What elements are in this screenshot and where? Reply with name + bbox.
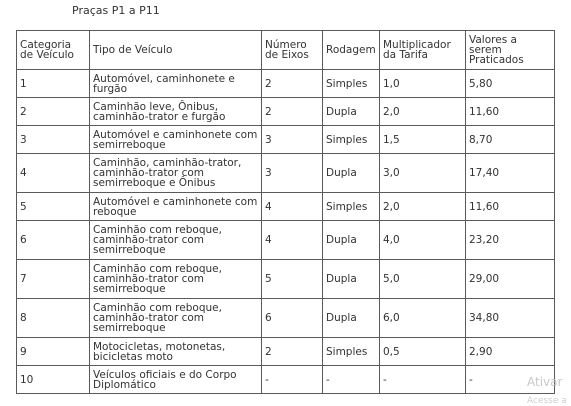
header-row [17, 31, 555, 70]
cell-eixos: 6 [262, 299, 323, 338]
table-row [17, 70, 555, 98]
cell-multiplicador: 2,0 [380, 193, 466, 221]
cell-valor: 2,90 [466, 338, 555, 366]
cell-valor: 34,80 [466, 299, 555, 338]
header-eixos: Número de Eixos [262, 31, 323, 70]
table-row [17, 193, 555, 221]
cell-categoria: 2 [17, 98, 90, 126]
cell-multiplicador: 0,5 [380, 338, 466, 366]
cell-tipo: Caminhão leve, Ônibus, caminhão-trator e furgão [90, 98, 262, 126]
table-body [17, 70, 555, 394]
table-header [17, 31, 555, 70]
cell-categoria: 1 [17, 70, 90, 98]
cell-categoria: 3 [17, 126, 90, 154]
table-row [17, 299, 555, 338]
toll-rate-table [16, 30, 555, 394]
cell-tipo: Caminhão com reboque, caminhão-trator com semirreboque [90, 299, 262, 338]
cell-valor: 8,70 [466, 126, 555, 154]
table-row [17, 260, 555, 299]
cell-valor: 5,80 [466, 70, 555, 98]
cell-tipo: Veículos oficiais e do Corpo Diplomático [90, 366, 262, 394]
cell-valor: 11,60 [466, 193, 555, 221]
cell-valor: 29,00 [466, 260, 555, 299]
cell-tipo: Automóvel e caminhonete com semirreboque [90, 126, 262, 154]
cell-categoria: 7 [17, 260, 90, 299]
cell-rodagem: Simples [323, 70, 380, 98]
table-row [17, 126, 555, 154]
cell-tipo: Caminhão, caminhão-trator, caminhão-trator com semirreboque e Ônibus [90, 154, 262, 193]
cell-multiplicador: - [380, 366, 466, 394]
cell-tipo: Automóvel e caminhonete com reboque [90, 193, 262, 221]
table-row [17, 221, 555, 260]
header-tipo: Tipo de Veículo [90, 31, 262, 70]
table-row [17, 154, 555, 193]
cell-multiplicador: 3,0 [380, 154, 466, 193]
cell-rodagem: Dupla [323, 221, 380, 260]
table-caption: Praças P1 a P11 [72, 4, 160, 17]
header-categoria: Categoria de Veículo [17, 31, 90, 70]
cell-valor: 17,40 [466, 154, 555, 193]
header-valores: Valores a serem Praticados [466, 31, 555, 70]
cell-eixos: 2 [262, 98, 323, 126]
cell-eixos: - [262, 366, 323, 394]
cell-rodagem: Dupla [323, 299, 380, 338]
activation-watermark-title: Ativar [527, 375, 563, 389]
cell-rodagem: Dupla [323, 154, 380, 193]
cell-categoria: 6 [17, 221, 90, 260]
cell-categoria: 8 [17, 299, 90, 338]
cell-eixos: 4 [262, 221, 323, 260]
cell-multiplicador: 2,0 [380, 98, 466, 126]
cell-valor: 11,60 [466, 98, 555, 126]
cell-tipo: Caminhão com reboque, caminhão-trator com semirreboque [90, 221, 262, 260]
cell-rodagem: Simples [323, 193, 380, 221]
header-multiplicador: Multiplicador da Tarifa [380, 31, 466, 70]
cell-categoria: 5 [17, 193, 90, 221]
cell-valor: - [466, 366, 555, 394]
table-row [17, 98, 555, 126]
table-row [17, 366, 555, 394]
cell-rodagem: Simples [323, 126, 380, 154]
cell-categoria: 9 [17, 338, 90, 366]
cell-categoria: 10 [17, 366, 90, 394]
cell-tipo: Caminhão com reboque, caminhão-trator com semirreboque [90, 260, 262, 299]
cell-eixos: 2 [262, 338, 323, 366]
cell-multiplicador: 5,0 [380, 260, 466, 299]
cell-tipo: Automóvel, caminhonete e furgão [90, 70, 262, 98]
cell-eixos: 5 [262, 260, 323, 299]
cell-tipo: Motocicletas, motonetas, bicicletas moto [90, 338, 262, 366]
cell-multiplicador: 1,0 [380, 70, 466, 98]
cell-categoria: 4 [17, 154, 90, 193]
cell-eixos: 2 [262, 70, 323, 98]
cell-rodagem: Simples [323, 338, 380, 366]
cell-rodagem: Dupla [323, 98, 380, 126]
cell-eixos: 3 [262, 154, 323, 193]
cell-rodagem: Dupla [323, 260, 380, 299]
header-rodagem: Rodagem [323, 31, 380, 70]
cell-eixos: 3 [262, 126, 323, 154]
cell-multiplicador: 6,0 [380, 299, 466, 338]
table-row [17, 338, 555, 366]
activation-watermark-subtitle: Acesse a [527, 396, 567, 406]
cell-rodagem: - [323, 366, 380, 394]
cell-eixos: 4 [262, 193, 323, 221]
cell-multiplicador: 1,5 [380, 126, 466, 154]
cell-valor: 23,20 [466, 221, 555, 260]
cell-multiplicador: 4,0 [380, 221, 466, 260]
